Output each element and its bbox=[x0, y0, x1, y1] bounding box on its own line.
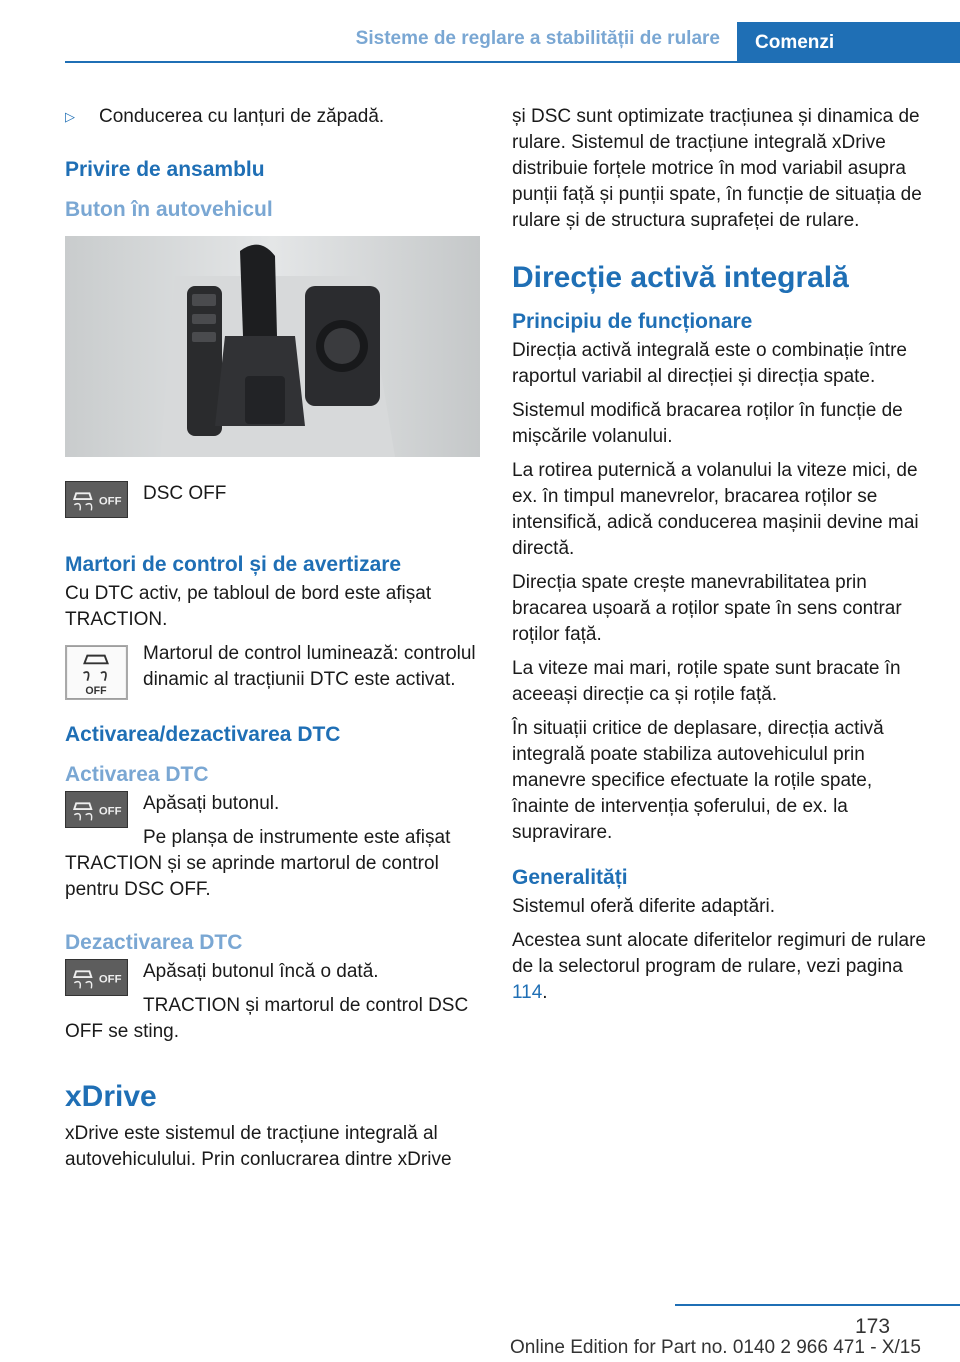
center-console-photo bbox=[65, 236, 480, 457]
paragraph-2: Sistemul modifică bracarea roților în funcție de mișcările volanului. bbox=[512, 400, 903, 447]
deactivate-row bbox=[65, 959, 480, 985]
deactivate-step-2: TRACTION și martorul de control DSC OFF se sting. bbox=[65, 995, 469, 1042]
xdrive-continued: și DSC sunt optimizate tracțiunea și dinamica de rulare. Sistemul de tracțiune integrală xDrive distribuie forțele motrice în mod variabil asupra punții față și punții spate, în funcție de situația de rulare și de structura suprafeței de rulare. bbox=[512, 106, 922, 231]
heading-dtc-activate: Activarea DTC bbox=[65, 763, 209, 786]
svg-text:OFF: OFF bbox=[85, 685, 107, 698]
heading-principle: Principiu de funcționare bbox=[512, 310, 753, 333]
svg-text:OFF: OFF bbox=[98, 805, 122, 818]
bullet-item bbox=[65, 104, 480, 130]
activate-row bbox=[65, 791, 480, 825]
dsc-off-row bbox=[65, 481, 480, 525]
edition-text: Online Edition for Part no. 0140 2 966 471 - X/15 bbox=[510, 1337, 921, 1358]
svg-text:OFF: OFF bbox=[98, 973, 122, 986]
heading-dtc-deactivate: Dezactivarea DTC bbox=[65, 931, 243, 954]
heading-overview: Privire de ansamblu bbox=[65, 158, 265, 181]
dsc-off-label: DSC OFF bbox=[143, 483, 227, 504]
general-2-text: Acestea sunt alocate diferitelor regimuri de rulare de la selectorul program de rulare, vezi pagina bbox=[512, 930, 926, 977]
dsc-off-icon bbox=[65, 481, 128, 518]
heading-general: Generalități bbox=[512, 866, 628, 889]
bullet-text: Conducerea cu lanțuri de zăpadă. bbox=[99, 106, 385, 127]
heading-xdrive: xDrive bbox=[65, 1080, 157, 1113]
header-section-title: Sisteme de reglare a stabilității de rulare bbox=[355, 28, 720, 49]
activate-step-1: Apăsați butonul. bbox=[143, 793, 280, 814]
dsc-off-icon bbox=[65, 959, 128, 996]
heading-warning-lights: Martori de control și de avertizare bbox=[65, 553, 402, 576]
page-link[interactable]: 114 bbox=[512, 982, 543, 1003]
right-column bbox=[512, 104, 932, 1014]
traction-icon-row bbox=[65, 641, 480, 698]
paragraph-3: La rotirea puternică a volanului la viteze mici, de ex. în timpul manevrelor, bracarea roților se intensifică, adică conducerea mașinii devine mai directă. bbox=[512, 460, 919, 559]
traction-control-icon bbox=[65, 645, 128, 700]
svg-text:OFF: OFF bbox=[98, 495, 122, 508]
paragraph-1: Direcția activă integrală este o combinație între raportul variabil al direcției și direcția spate. bbox=[512, 340, 907, 387]
xdrive-text: xDrive este sistemul de tracțiune integrală al autovehiculului. Prin conlucrarea dintre xDrive bbox=[65, 1123, 452, 1170]
header-rule bbox=[65, 61, 960, 63]
paragraph-5: La viteze mai mari, roțile spate sunt bracate în aceeași direcție ca și roțile față. bbox=[512, 658, 901, 705]
traction-icon-text: Martorul de control luminează: controlul dinamic al tracțiunii DTC este activat. bbox=[143, 643, 476, 690]
general-2-end: . bbox=[542, 982, 548, 1003]
triangle-bullet-icon: ▷ bbox=[65, 109, 75, 124]
general-1: Sistemul oferă diferite adaptări. bbox=[512, 896, 775, 917]
header-tab: Comenzi bbox=[737, 22, 960, 63]
warning-lights-text: Cu DTC activ, pe tabloul de bord este afișat TRACTION. bbox=[65, 583, 432, 630]
deactivate-step-1: Apăsați butonul încă o dată. bbox=[143, 961, 379, 982]
left-column bbox=[65, 104, 480, 1181]
heading-dtc-toggle: Activarea/dezactivarea DTC bbox=[65, 723, 341, 746]
general-2 bbox=[512, 928, 932, 1006]
heading-button: Buton în autovehicul bbox=[65, 198, 273, 221]
heading-active-steering: Direcție activă integrală bbox=[512, 261, 849, 294]
paragraph-6: În situații critice de deplasare, direcția activă integrală poate stabiliza autovehiculul prin manevre specifice efectuate la roțile spate, înainte de intervenția șoferului, de ex. la supravirare. bbox=[512, 718, 884, 843]
page-number: 173 bbox=[855, 1315, 891, 1338]
activate-step-2: Pe planșa de instrumente este afișat TRACTION și se aprinde martorul de control pentru DSC OFF. bbox=[65, 827, 451, 900]
footer-rule bbox=[675, 1304, 960, 1306]
dsc-off-icon bbox=[65, 791, 128, 828]
paragraph-4: Direcția spate crește manevrabilitatea prin bracarea ușoară a roților spate în sens contrar roților față. bbox=[512, 572, 902, 645]
